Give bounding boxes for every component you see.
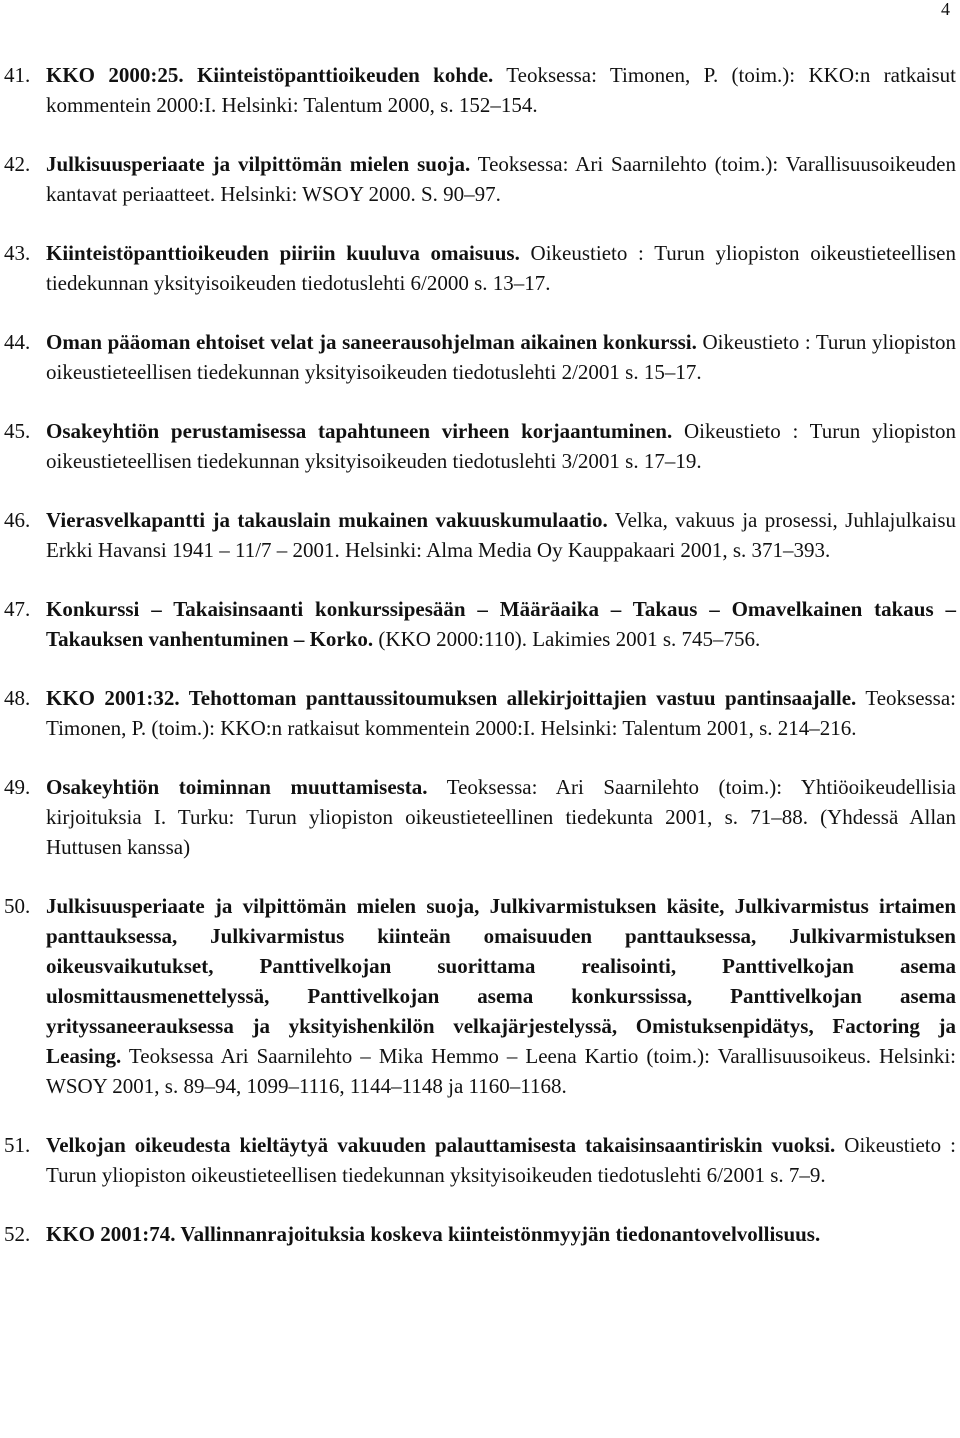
list-item bbox=[4, 238, 956, 298]
list-item bbox=[4, 327, 956, 387]
list-item bbox=[4, 60, 956, 120]
entry-number: 45. bbox=[4, 419, 31, 443]
entry-text bbox=[46, 60, 956, 120]
entry-citation: Teoksessa: Ari Saarnilehto (toim.): Yhtiöoikeudellisia kirjoituksia I. Turku: Turun yliopiston oikeustieteellinen tiedekunta 2001, s. 71–88. (Yhdessä Allan Huttusen kanssa) bbox=[46, 775, 956, 859]
entry-number: 48. bbox=[4, 686, 31, 710]
entry-title: KKO 2001:32. Tehottoman panttaussitoumuksen allekirjoittajien vastuu pantinsaajalle. bbox=[46, 686, 857, 710]
entry-title: Julkisuusperiaate ja vilpittömän mielen suoja, Julkivarmistuksen käsite, Julkivarmistus irtaimen panttauksessa, Julkivarmistus kiinteän omaisuuden panttauksessa, Julkivarmistuksen oikeusvaikutukset, Panttivelkojan suorittama realisointi, Panttivelkojan asema ulosmittausmenettelyssä, Panttivelkojan asema konkurssissa, Panttivelkojan asema yrityssaneerauksessa ja yksityishenkilön velkajärjestelyssä, Omistuksenpidätys, Factoring ja Leasing. bbox=[46, 894, 956, 1068]
entry-title: Oman pääoman ehtoiset velat ja saneerausohjelman aikainen konkurssi. bbox=[46, 330, 697, 354]
entry-number: 47. bbox=[4, 597, 31, 621]
entry-title: Konkurssi – Takaisinsaanti konkurssipesään – Määräaika – Takaus – Omavelkainen takaus – Takauksen vanhentuminen – Korko. bbox=[46, 597, 956, 651]
entry-citation: Oikeustieto : Turun yliopiston oikeustieteellisen tiedekunnan yksityisoikeuden tiedotuslehti 6/2000 s. 13–17. bbox=[46, 241, 956, 295]
entry-text bbox=[46, 1219, 956, 1249]
list-item bbox=[4, 594, 956, 654]
entry-citation: Oikeustieto : Turun yliopiston oikeustieteellisen tiedekunnan yksityisoikeuden tiedotuslehti 6/2001 s. 7–9. bbox=[46, 1133, 956, 1187]
entry-number: 49. bbox=[4, 775, 31, 799]
entry-text bbox=[46, 594, 956, 654]
page-number: 4 bbox=[941, 0, 950, 19]
entry-citation: Velka, vakuus ja prosessi, Juhlajulkaisu Erkki Havansi 1941 – 11/7 – 2001. Helsinki: Alma Media Oy Kauppakaari 2001, s. 371–393. bbox=[46, 508, 956, 562]
list-item bbox=[4, 505, 956, 565]
list-item bbox=[4, 683, 956, 743]
entry-text bbox=[46, 772, 956, 862]
entry-text bbox=[46, 1130, 956, 1190]
list-item bbox=[4, 891, 956, 1101]
entry-number: 50. bbox=[4, 894, 31, 918]
entry-number: 43. bbox=[4, 241, 31, 265]
entry-text bbox=[46, 149, 956, 209]
entry-citation: Oikeustieto : Turun yliopiston oikeustieteellisen tiedekunnan yksityisoikeuden tiedotuslehti 2/2001 s. 15–17. bbox=[46, 330, 956, 384]
entry-citation: Oikeustieto : Turun yliopiston oikeustieteellisen tiedekunnan yksityisoikeuden tiedotuslehti 3/2001 s. 17–19. bbox=[46, 419, 956, 473]
entry-number: 52. bbox=[4, 1222, 31, 1246]
list-item bbox=[4, 149, 956, 209]
entry-number: 51. bbox=[4, 1133, 31, 1157]
entry-text bbox=[46, 327, 956, 387]
entry-citation: Teoksessa: Ari Saarnilehto (toim.): Varallisuusoikeuden kantavat periaatteet. Helsinki: WSOY 2000. S. 90–97. bbox=[46, 152, 956, 206]
entry-citation: Teoksessa Ari Saarnilehto – Mika Hemmo – Leena Kartio (toim.): Varallisuusoikeus. Helsinki: WSOY 2001, s. 89–94, 1099–1116, 1144–1148 ja 1160–1168. bbox=[46, 1044, 956, 1098]
entry-text bbox=[46, 238, 956, 298]
entry-number: 42. bbox=[4, 152, 31, 176]
entry-title: Julkisuusperiaate ja vilpittömän mielen suoja. bbox=[46, 152, 471, 176]
entry-citation: Teoksessa: Timonen, P. (toim.): KKO:n ratkaisut kommentein 2000:I. Helsinki: Talentum 2001, s. 214–216. bbox=[46, 686, 957, 740]
entry-number: 41. bbox=[4, 63, 31, 87]
entry-title: KKO 2000:25. Kiinteistöpanttioikeuden kohde. bbox=[46, 63, 494, 87]
entry-text bbox=[46, 683, 956, 743]
entry-citation: (KKO 2000:110). Lakimies 2001 s. 745–756. bbox=[373, 627, 761, 651]
list-item bbox=[4, 1130, 956, 1190]
entry-number: 46. bbox=[4, 508, 31, 532]
entry-citation: Teoksessa: Timonen, P. (toim.): KKO:n ratkaisut kommentein 2000:I. Helsinki: Talentum 2000, s. 152–154. bbox=[46, 63, 956, 117]
entry-title: KKO 2001:74. Vallinnanrajoituksia koskeva kiinteistönmyyjän tiedonantovelvollisuus. bbox=[46, 1222, 821, 1246]
entry-title: Velkojan oikeudesta kieltäytyä vakuuden palauttamisesta takaisinsaantiriskin vuoksi. bbox=[46, 1133, 836, 1157]
entry-title: Kiinteistöpanttioikeuden piiriin kuuluva omaisuus. bbox=[46, 241, 520, 265]
list-item bbox=[4, 416, 956, 476]
entry-number: 44. bbox=[4, 330, 31, 354]
entry-title: Osakeyhtiön perustamisessa tapahtuneen virheen korjaantuminen. bbox=[46, 419, 673, 443]
entry-title: Osakeyhtiön toiminnan muuttamisesta. bbox=[46, 775, 428, 799]
entry-text bbox=[46, 505, 956, 565]
entry-text bbox=[46, 891, 956, 1101]
bibliography-list bbox=[4, 60, 956, 1249]
entry-text bbox=[46, 416, 956, 476]
list-item bbox=[4, 1219, 956, 1249]
entry-title: Vierasvelkapantti ja takauslain mukainen vakuuskumulaatio. bbox=[46, 508, 608, 532]
list-item bbox=[4, 772, 956, 862]
